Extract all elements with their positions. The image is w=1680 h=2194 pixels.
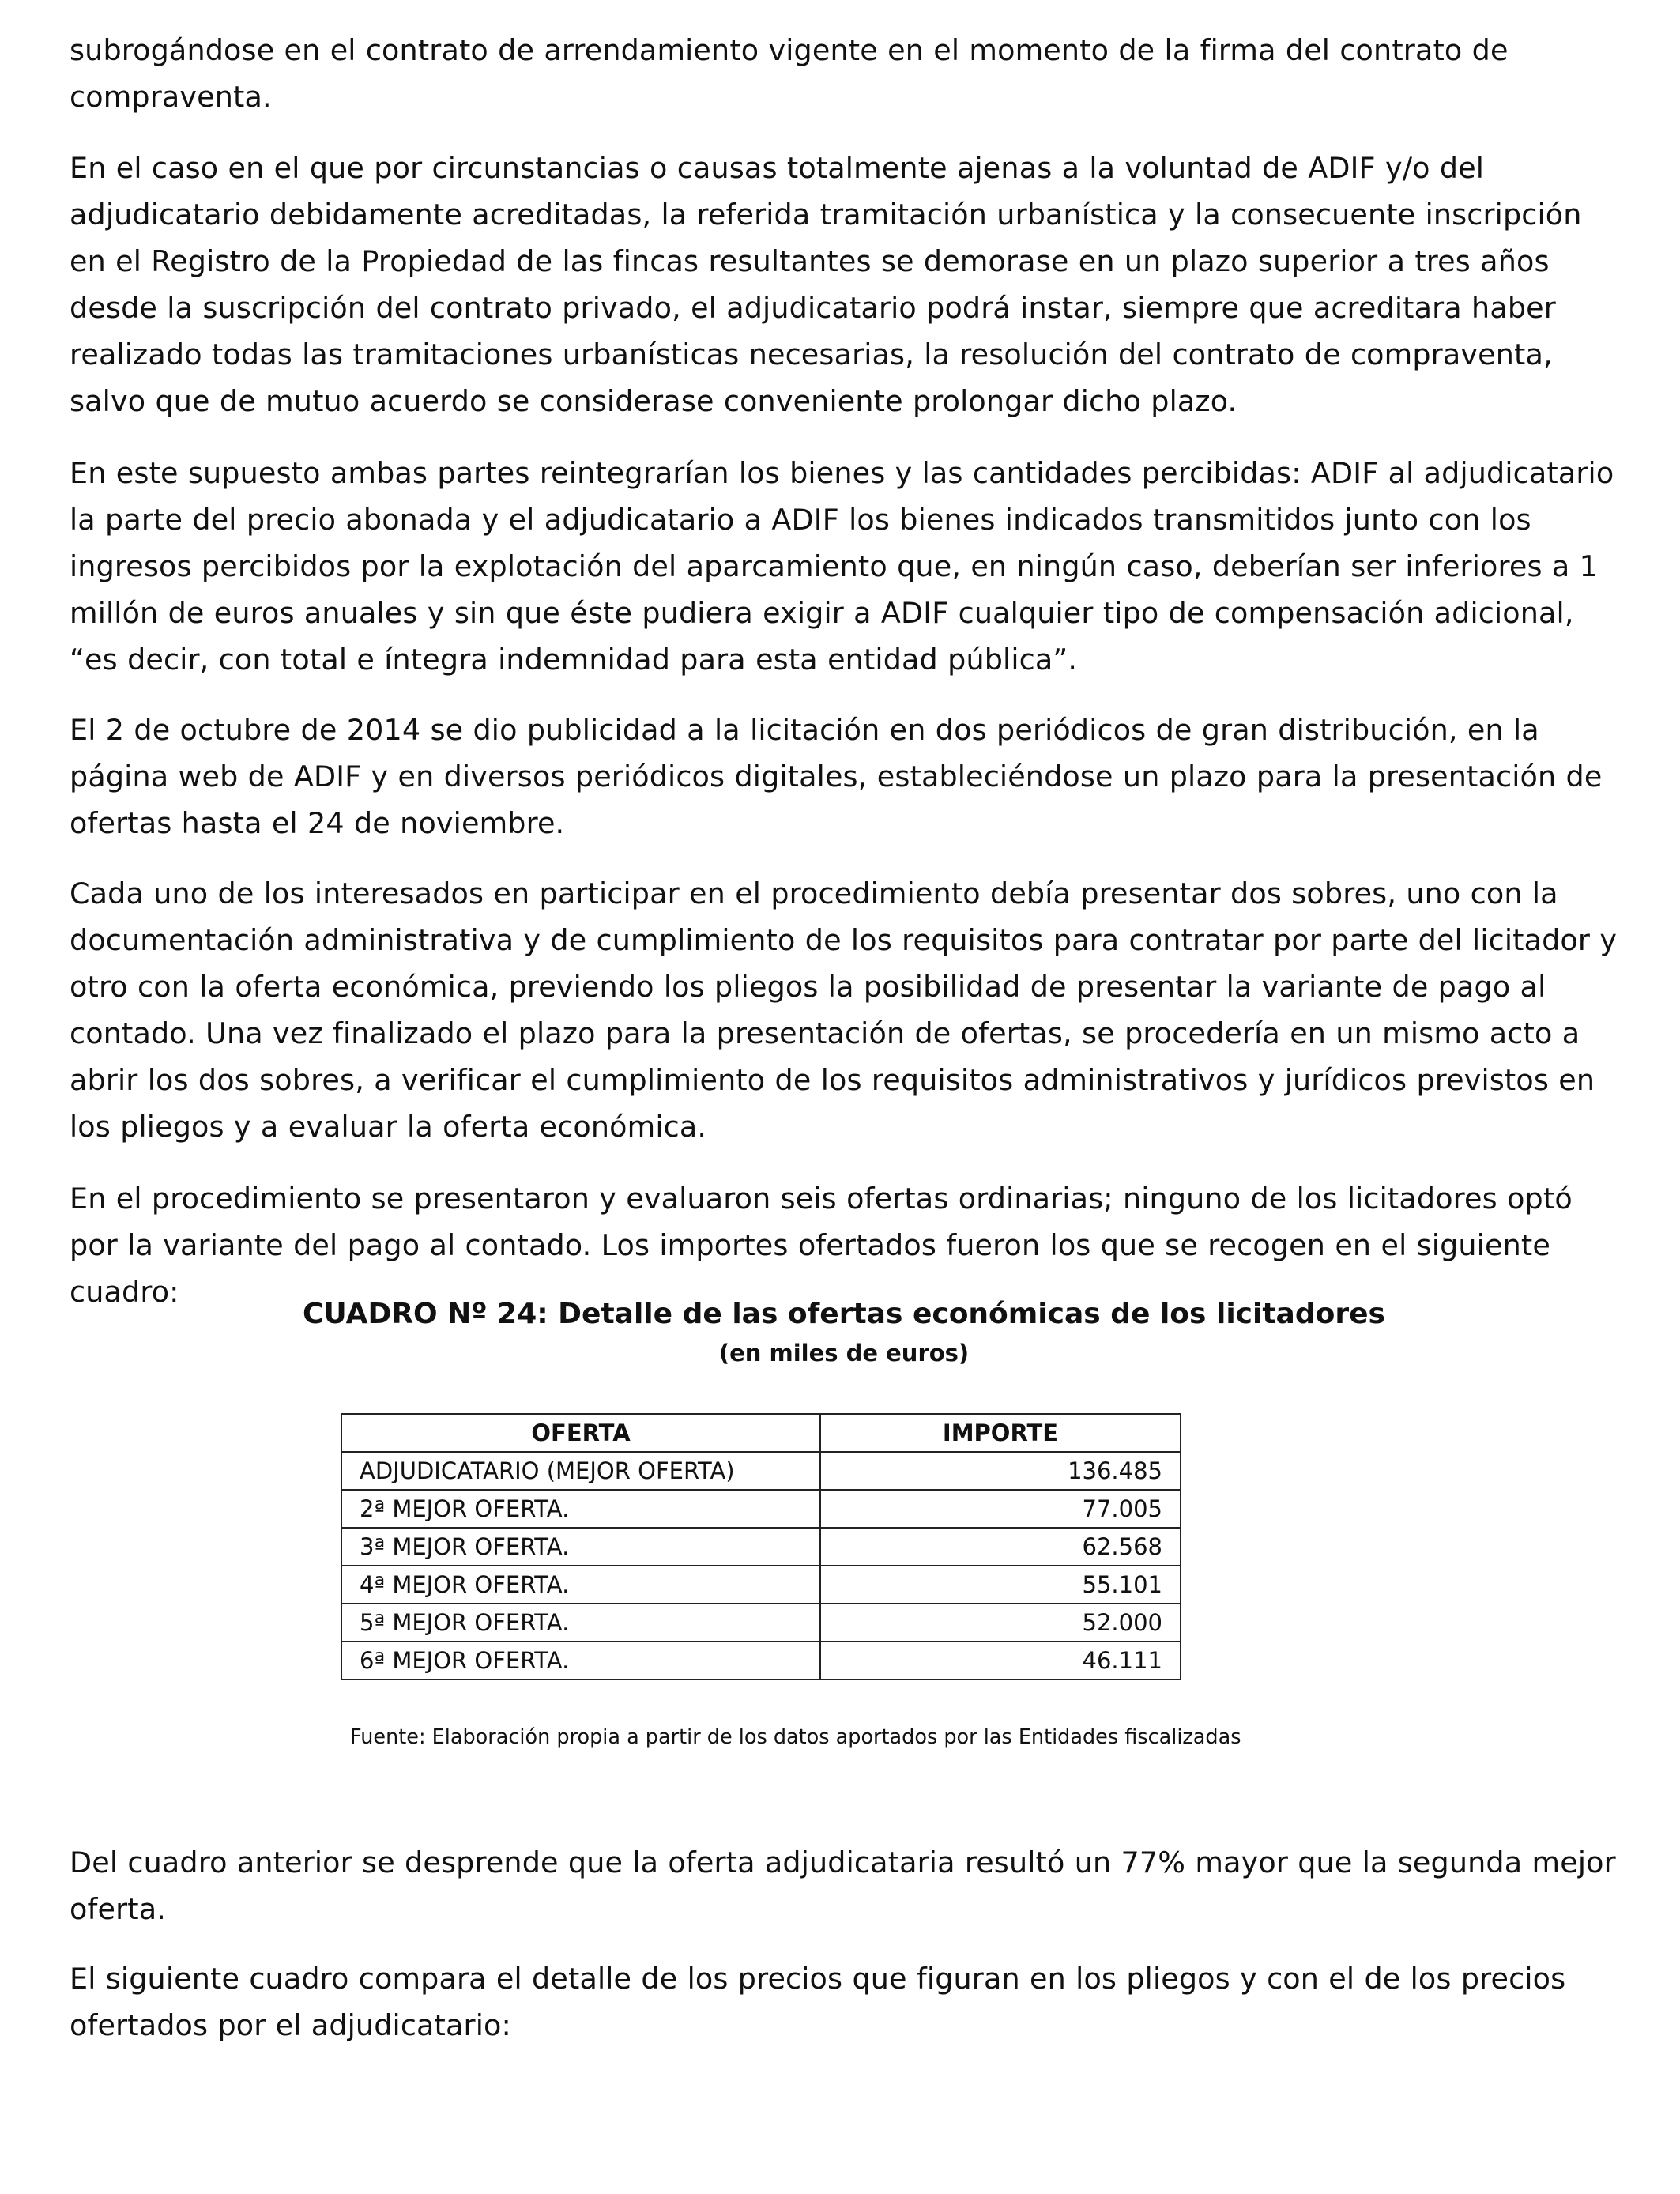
- offer-cell: ADJUDICATARIO (MEJOR OFERTA): [341, 1452, 820, 1490]
- document-page: [70, 0, 1618, 2194]
- table-row: [341, 1490, 1181, 1528]
- amount-cell: 55.101: [820, 1566, 1181, 1604]
- paragraph-contract-subrogation: subrogándose en el contrato de arrendamiento vigente en el momento de la firma del contrato de compraventa.: [70, 33, 1509, 114]
- paragraph-offers-intro: En el procedimiento se presentaron y evaluaron seis ofertas ordinarias; ninguno de los licitadores optó por la variante del pago al contado. Los importes ofertados fueron los que se recogen en el siguiente cuadro:: [70, 1182, 1573, 1309]
- table-title: CUADRO Nº 24: Detalle de las ofertas económicas de los licitadores: [303, 1298, 1385, 1330]
- offer-cell: 5ª MEJOR OFERTA.: [341, 1604, 820, 1642]
- paragraph-publicity: El 2 de octubre de 2014 se dio publicidad a la licitación en dos periódicos de gran distribución, en la página web de ADIF y en diversos periódicos digitales, estableciéndose un plazo para la presentación de ofertas hasta el 24 de noviembre.: [70, 713, 1603, 840]
- table-header-row: [341, 1414, 1181, 1452]
- paragraph-offer-comparison: Del cuadro anterior se desprende que la oferta adjudicataria resultó un 77% mayor que la segunda mejor oferta.: [70, 1845, 1616, 1926]
- paragraph-reintegration: En este supuesto ambas partes reintegrarían los bienes y las cantidades percibidas: ADIF al adjudicatario la parte del precio abonada y el adjudicatario a ADIF los bienes indicados transmitidos junto con los ingresos percibidos por la explotación del aparcamiento que, en ningún caso, deberían ser inferiores a 1 millón de euros anuales y sin que éste pudiera exigir a ADIF cualquier tipo de compensación adicional, “es decir, con total e íntegra indemnidad para esta entidad pública”.: [70, 456, 1614, 677]
- header-offer: OFERTA: [341, 1414, 820, 1452]
- offer-cell: 3ª MEJOR OFERTA.: [341, 1528, 820, 1566]
- table-row: [341, 1604, 1181, 1642]
- table-subtitle: (en miles de euros): [718, 1340, 970, 1367]
- table-row: [341, 1452, 1181, 1490]
- table-row: [341, 1528, 1181, 1566]
- table-source-note: Fuente: Elaboración propia a partir de los datos aportados por las Entidades fiscalizadas: [350, 1725, 1241, 1749]
- paragraph-resolution-clause: En el caso en el que por circunstancias o causas totalmente ajenas a la voluntad de ADIF y/o del adjudicatario debidamente acreditadas, la referida tramitación urbanística y la consecuente inscripción en el Registro de la Propiedad de las fincas resultantes se demorase en un plazo superior a tres años desde la suscripción del contrato privado, el adjudicatario podrá instar, siempre que acreditara haber realizado todas las tramitaciones urbanísticas necesarias, la resolución del contrato de compraventa, salvo que de mutuo acuerdo se considerase conveniente prolongar dicho plazo.: [70, 151, 1582, 418]
- table-row: [341, 1642, 1181, 1679]
- amount-cell: 52.000: [820, 1604, 1181, 1642]
- table-row: [341, 1566, 1181, 1604]
- offer-cell: 2ª MEJOR OFERTA.: [341, 1490, 820, 1528]
- amount-cell: 77.005: [820, 1490, 1181, 1528]
- offers-table: [341, 1413, 1181, 1680]
- amount-cell: 46.111: [820, 1642, 1181, 1679]
- paragraph-next-table-intro: El siguiente cuadro compara el detalle de los precios que figuran en los pliegos y con el de los precios ofertados por el adjudicatario:: [70, 1962, 1566, 2042]
- paragraph-procedure: Cada uno de los interesados en participar en el procedimiento debía presentar dos sobres, uno con la documentación administrativa y de cumplimiento de los requisitos para contratar por parte del licitador y otro con la oferta económica, previendo los pliegos la posibilidad de presentar la variante de pago al contado. Una vez finalizado el plazo para la presentación de ofertas, se procedería en un mismo acto a abrir los dos sobres, a verificar el cumplimiento de los requisitos administrativos y jurídicos previstos en los pliegos y a evaluar la oferta económica.: [70, 876, 1618, 1144]
- offer-cell: 6ª MEJOR OFERTA.: [341, 1642, 820, 1679]
- header-amount: IMPORTE: [820, 1414, 1181, 1452]
- amount-cell: 136.485: [820, 1452, 1181, 1490]
- offer-cell: 4ª MEJOR OFERTA.: [341, 1566, 820, 1604]
- amount-cell: 62.568: [820, 1528, 1181, 1566]
